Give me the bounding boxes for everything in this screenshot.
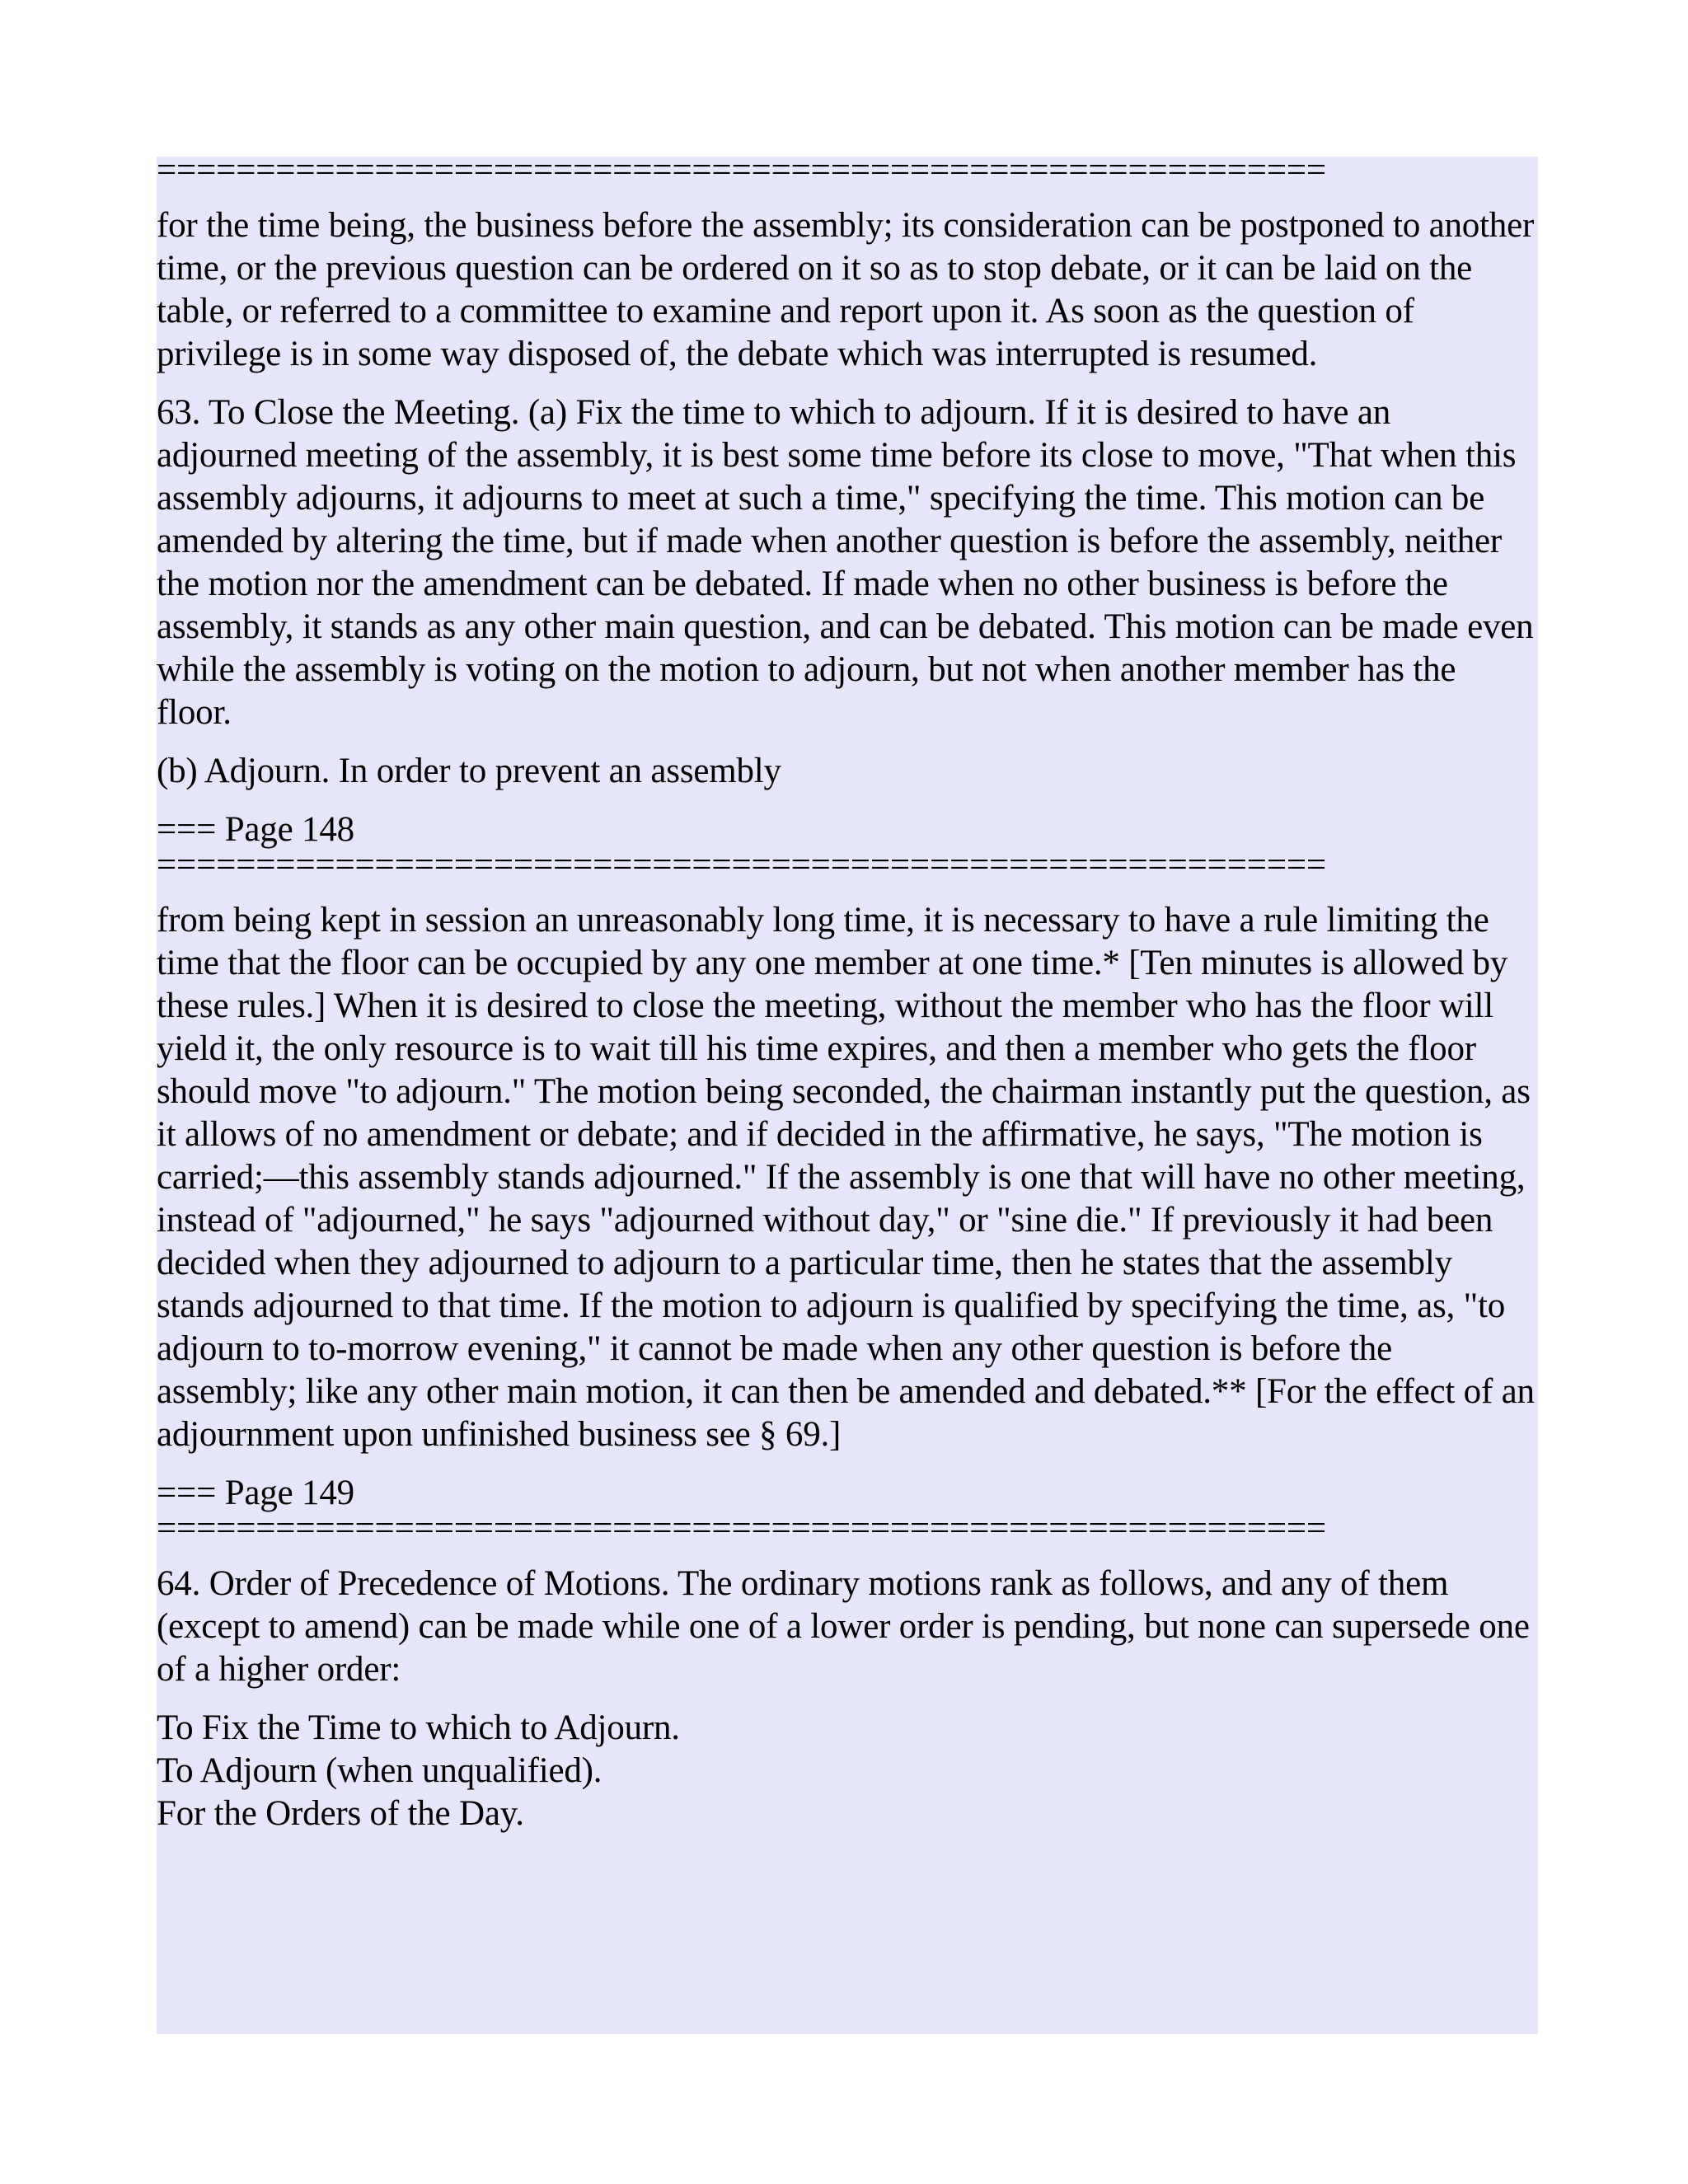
paragraph-section-64: 64. Order of Precedence of Motions. The ordinary motions rank as follows, and any of them (except to amend) can be made while one of a lower order is pending, but none can supersede one of a higher order: [157, 1564, 1530, 1689]
motion-precedence-list [157, 1707, 1538, 1835]
paragraph-adjourn-intro: (b) Adjourn. In order to prevent an assembly [157, 752, 781, 790]
list-item: For the Orders of the Day. [157, 1794, 524, 1833]
paragraph-adjourn-body: from being kept in session an unreasonably long time, it is necessary to have a rule limiting the time that the floor can be occupied by any one member at one time.* [Ten minutes is allowed by these rules.] When it is desired to close the meeting, without the member who has the floor will yield it, the only resource is to wait till his time expires, and then a member who gets the floor should move "to adjourn." The motion being seconded, the chairman instantly put the question, as it allows of no amendment or debate; and if decided in the affirmative, he says, "The motion is carried;—this assembly stands adjourned." If the assembly is one that will have no other meeting, instead of "adjourned," he says "adjourned without day," or "sine die." If previously it had been decided when they adjourned to adjourn to a particular time, then he states that the assembly stands adjourned to that time. If the motion to adjourn is qualified by specifying the time, as, "to adjourn to to-morrow evening," it cannot be made when any other question is before the assembly; like any other main motion, it can then be amended and debated.** [For the effect of an adjournment upon unfinished business see § 69.] [157, 901, 1535, 1454]
list-item: To Adjourn (when unqualified). [157, 1751, 603, 1790]
separator-rule: =========================================================== [157, 157, 1326, 185]
separator-rule: =========================================================== [157, 1515, 1326, 1543]
list-item: To Fix the Time to which to Adjourn. [157, 1708, 680, 1747]
separator-rule: =========================================================== [157, 851, 1326, 879]
document-text [157, 157, 1538, 1835]
paragraph-section-63: 63. To Close the Meeting. (a) Fix the time to which to adjourn. If it is desired to have an adjourned meeting of the assembly, it is best some time before its close to move, "That when this assembly adjourns, it adjourns to meet at such a time," specifying the time. This motion can be amended by altering the time, but if made when another question is before the assembly, neither the motion nor the amendment can be debated. If made when no other business is before the assembly, it stands as any other main question, and can be debated. This motion can be made even while the assembly is voting on the motion to adjourn, but not when another member has the floor. [157, 393, 1534, 732]
paragraph-privilege-continuation: for the time being, the business before the assembly; its consideration can be postponed to another time, or the previous question can be ordered on it so as to stop debate, or it can be laid on the table, or referred to a committee to examine and report upon it. As soon as the question of privilege is in some way disposed of, the debate which was interrupted is resumed. [157, 206, 1535, 373]
page-marker-149: === Page 149 [157, 1474, 354, 1512]
document-panel [157, 157, 1538, 2034]
page-marker-148: === Page 148 [157, 810, 354, 849]
